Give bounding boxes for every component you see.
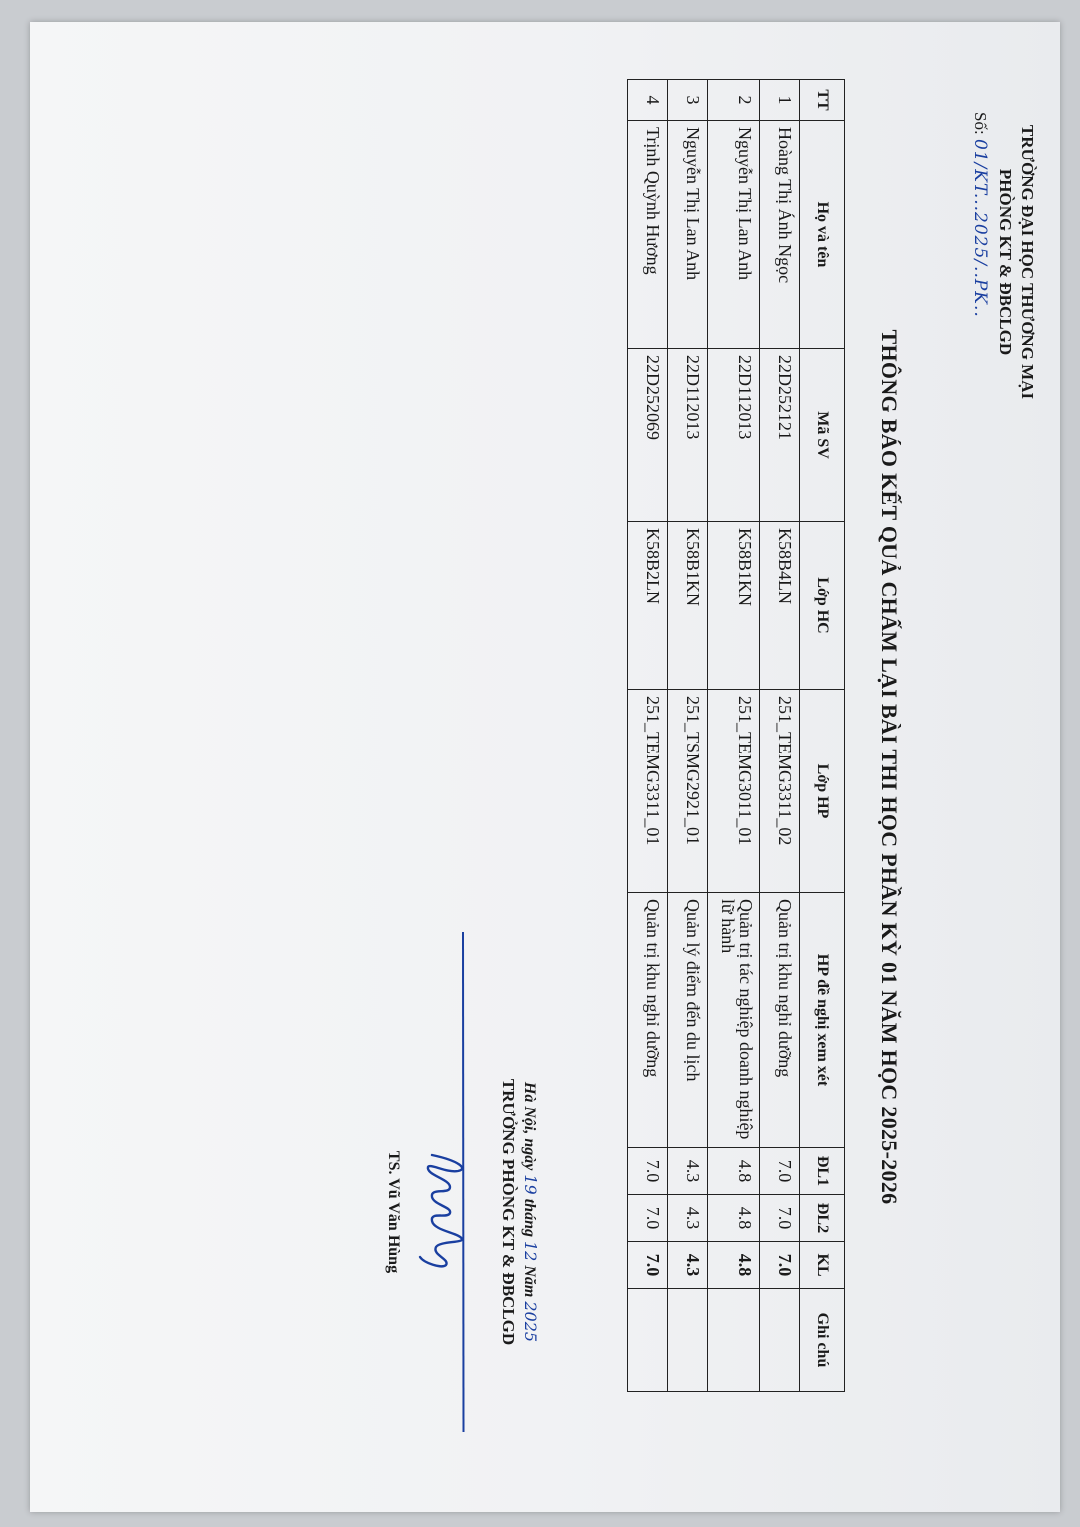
cell-course-class: 251_TEMG3311_01 [628, 690, 668, 893]
cell-dl2: 7.0 [628, 1195, 668, 1242]
cell-kl: 4.8 [708, 1242, 760, 1289]
signature-org: TRƯỞNG PHÒNG KT & ĐBCLGD [499, 1078, 518, 1346]
cell-note [708, 1289, 760, 1392]
cell-course-class: 251_TEMG3011_01 [708, 690, 760, 893]
col-student-id: Mã SV [800, 349, 845, 522]
col-kl: KL [800, 1242, 845, 1289]
table-row [668, 80, 708, 1392]
date-day: 19 [521, 1174, 540, 1195]
document-title: THÔNG BÁO KẾT QUẢ CHẤM LẠI BÀI THI HỌC PHẦN KỲ 01 NĂM HỌC 2025-2026 [877, 329, 902, 1205]
table-row [708, 80, 760, 1392]
cell-student-id: 22D112013 [708, 349, 760, 522]
cell-course: Quản trị tác nghiệp doanh nghiệp lữ hành [708, 893, 760, 1148]
cell-dl2: 7.0 [760, 1195, 800, 1242]
document [30, 22, 1060, 1512]
organization-header [994, 82, 1038, 442]
col-dl1: ĐL1 [800, 1148, 845, 1195]
date-month: 12 [521, 1240, 540, 1262]
handwritten-signature-icon [410, 1147, 480, 1277]
signature-date [520, 952, 540, 1472]
cell-tt: 1 [760, 80, 800, 121]
doc-number-label: Số: [971, 112, 990, 135]
date-month-label: tháng [521, 1198, 538, 1237]
date-year: 2025 [521, 1301, 540, 1343]
col-course: HP đề nghị xem xét [800, 893, 845, 1148]
cell-dl1: 4.8 [708, 1148, 760, 1195]
cell-tt: 3 [668, 80, 708, 121]
document-number [970, 112, 990, 318]
cell-note [628, 1289, 668, 1392]
cell-kl: 7.0 [628, 1242, 668, 1289]
cell-course-class: 251_TEMG3311_02 [760, 690, 800, 893]
cell-admin-class: K58B2LN [628, 522, 668, 690]
cell-dl1: 7.0 [628, 1148, 668, 1195]
cell-student-id: 22D112013 [668, 349, 708, 522]
cell-note [760, 1289, 800, 1392]
paper-sheet [30, 22, 1060, 1512]
cell-course: Quản lý điểm đến du lịch [668, 893, 708, 1148]
signer-name: TS. Vũ Văn Hùng [385, 1150, 402, 1274]
cell-course: Quản trị khu nghỉ dưỡng [628, 893, 668, 1148]
cell-admin-class: K58B1KN [668, 522, 708, 690]
cell-dl2: 4.8 [708, 1195, 760, 1242]
cell-student-id: 22D252121 [760, 349, 800, 522]
cell-course: Quản trị khu nghỉ dưỡng [760, 893, 800, 1148]
col-note: Ghi chú [800, 1289, 845, 1392]
results-table [627, 79, 845, 1392]
org-department: PHÒNG KT & ĐBCLGD [996, 168, 1015, 356]
date-year-label: Năm [521, 1265, 538, 1298]
cell-kl: 7.0 [760, 1242, 800, 1289]
cell-name: Nguyễn Thị Lan Anh [708, 121, 760, 349]
col-name: Họ và tên [800, 121, 845, 349]
cell-dl1: 4.3 [668, 1148, 708, 1195]
table-header-row [800, 80, 845, 1392]
cell-dl1: 7.0 [760, 1148, 800, 1195]
cell-name: Nguyễn Thị Lan Anh [668, 121, 708, 349]
col-course-class: Lớp HP [800, 690, 845, 893]
table-row [760, 80, 800, 1392]
cell-course-class: 251_TSMG2921_01 [668, 690, 708, 893]
col-tt: TT [800, 80, 845, 121]
cell-tt: 2 [708, 80, 760, 121]
cell-tt: 4 [628, 80, 668, 121]
col-dl2: ĐL2 [800, 1195, 845, 1242]
col-admin-class: Lớp HC [800, 522, 845, 690]
cell-kl: 4.3 [668, 1242, 708, 1289]
doc-number-value: 01/KT...2025/..PK.. [970, 138, 990, 318]
cell-admin-class: K58B1KN [708, 522, 760, 690]
cell-dl2: 4.3 [668, 1195, 708, 1242]
table-row [628, 80, 668, 1392]
date-prefix: Hà Nội, ngày [521, 1081, 538, 1171]
cell-student-id: 22D252069 [628, 349, 668, 522]
cell-name: Hoàng Thị Ánh Ngọc [760, 121, 800, 349]
cell-admin-class: K58B4LN [760, 522, 800, 690]
org-name: TRƯỜNG ĐẠI HỌC THƯƠNG MẠI [1018, 124, 1037, 400]
cell-note [668, 1289, 708, 1392]
signature-block [384, 952, 540, 1472]
cell-name: Trịnh Quỳnh Hương [628, 121, 668, 349]
